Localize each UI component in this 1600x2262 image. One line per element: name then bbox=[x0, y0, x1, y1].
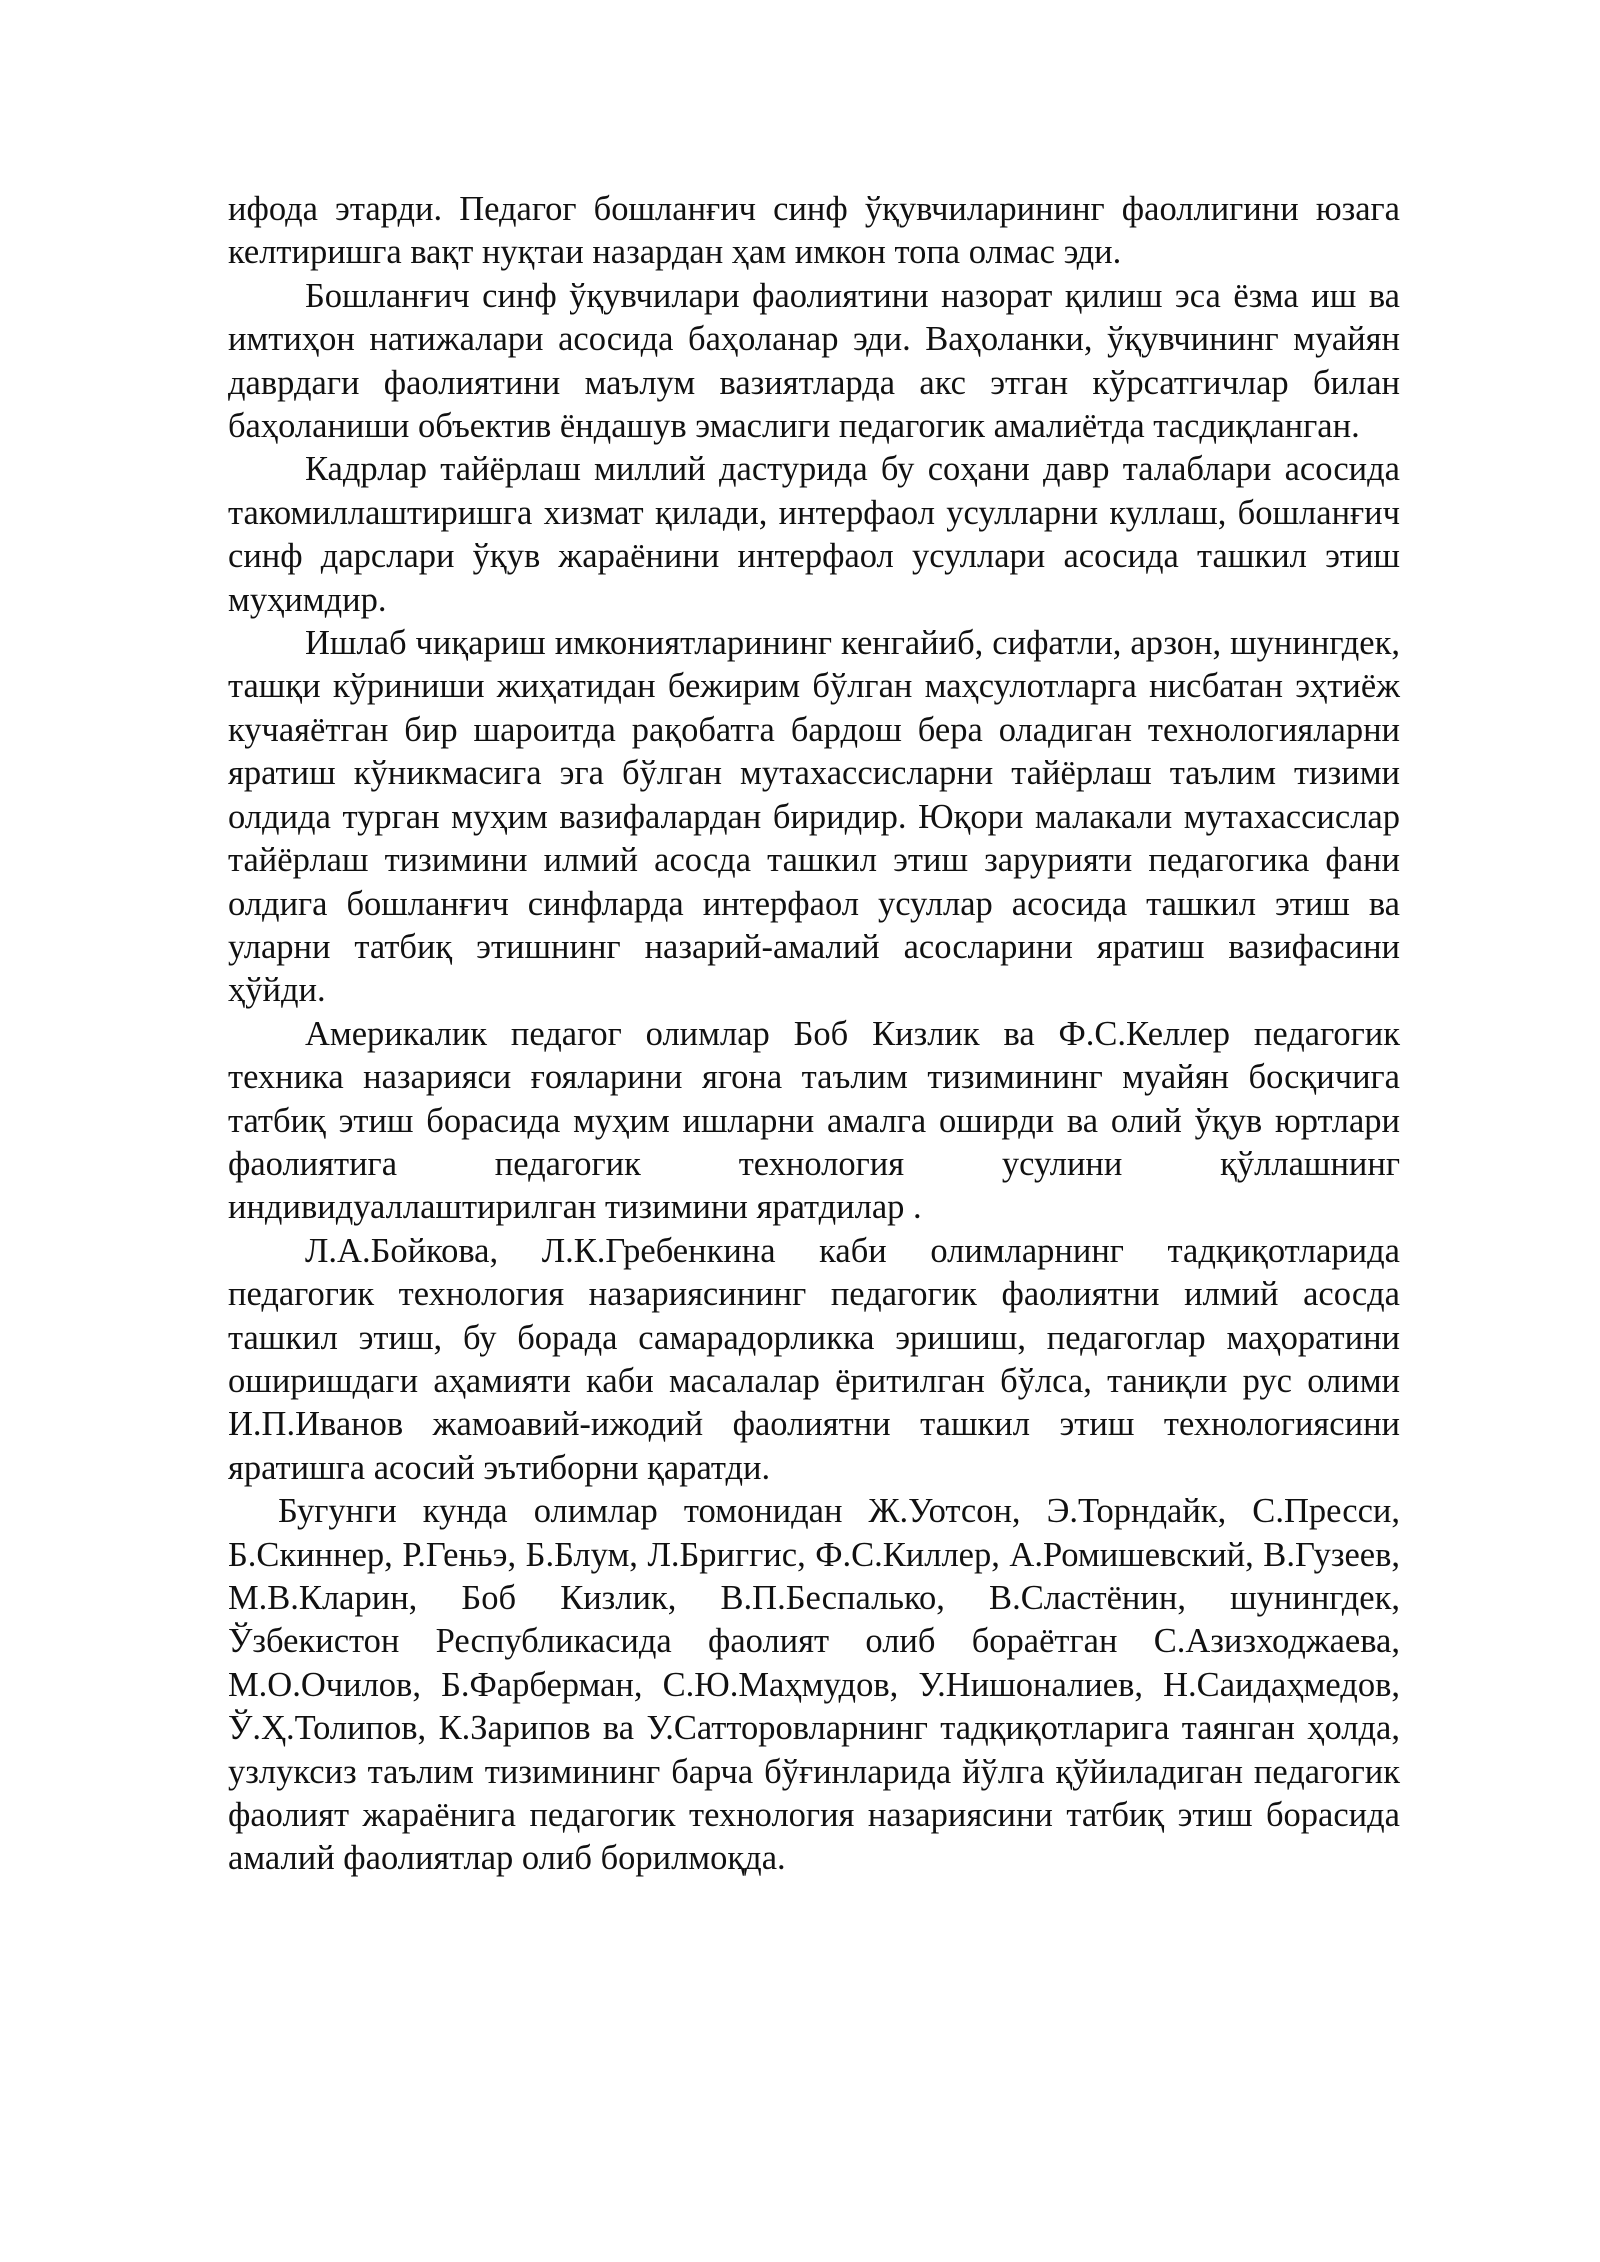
paragraph-national-program: Кадрлар тайёрлаш миллий дастурида бу соҳани давр талаблари асосида такомиллаштиришга хизмат қилади, интерфаол усулларни куллаш, бошланғич синф дарслари ўқув жараёнини интерфаол усуллари асосида ташкил этиш муҳимдир. bbox=[228, 450, 1400, 619]
paragraph-russian-scholars: Л.А.Бойкова, Л.К.Гребенкина каби олимларнинг тадқиқотларида педагогик технология назариясининг педагогик фаолиятни илмий асосда ташкил этиш, бу борада самарадорликка эришиш, педагоглар маҳоратини оширишдаги аҳамияти каби масалалар ёритилган бўлса, таниқли рус олими И.П.Иванов жамоавий-ижодий фаолиятни ташкил этиш технологиясини яратишга асосий эътиборни қаратди. bbox=[228, 1231, 1400, 1487]
paragraph-production: Ишлаб чиқариш имкониятларининг кенгайиб, сифатли, арзон, шунингдек, ташқи кўриниши жиҳатидан бежирим бўлган маҳсулотларга нисбатан эҳтиёж кучаяётган бир шароитда рақобатга бардош бера оладиган технологияларни яратиш кўникмасига эга бўлган мутахассисларни тайёрлаш таълим тизими олдида турган муҳим вазифалардан биридир. Юқори малакали мутахассислар тайёрлаш тизимини илмий асосда ташкил этиш зарурияти педагогика фани олдига бошланғич синфларда интерфаол усуллар асосида ташкил этиш ва уларни татбиқ этишнинг назарий-амалий асосларини яратиш вазифасини ҳўйди. bbox=[228, 624, 1400, 1010]
paragraph-assessment: Бошланғич синф ўқувчилари фаолиятини назорат қилиш эса ёзма иш ва имтиҳон натижалари асосида баҳоланар эди. Ваҳоланки, ўқувчининг муайян даврдаги фаолиятини маълум вазиятларда акс этган кўрсатгичлар билан баҳоланиши объектив ёндашув эмаслиги педагогик амалиётда тасдиқланган. bbox=[228, 276, 1400, 446]
paragraph-american-scholars: Америкалик педагог олимлар Боб Кизлик ва Ф.С.Келлер педагогик техника назарияси ғояларини ягона таълим тизимининг муайян босқичига татбиқ этиш борасида муҳим ишларни амалга оширди ва олий ўқув юртлари фаолиятига педагогик технология усулини қўллашнинг индивидуаллаштирилган тизимини яратдилар . bbox=[228, 1014, 1400, 1227]
paragraph-continuation: ифода этарди. Педагог бошланғич синф ўқувчиларининг фаоллигини юзага келтиришга вақт нуқтаи назардан ҳам имкон топа олмас эди. bbox=[228, 190, 1400, 272]
paragraph-current-research: Бугунги кунда олимлар томонидан Ж.Уотсон, Э.Торндайк, С.Пресси, Б.Скиннер, Р.Геньэ, Б.Блум, Л.Бриггис, Ф.С.Киллер, А.Ромишевский, В.Гузеев, М.В.Кларин, Боб Кизлик, В.П.Беспалько, В.Сластёнин, шунингдек, Ўзбекистон Республикасида фаолият олиб бораётган С.Азизходжаева, М.О.Очилов, Б.Фарберман, С.Ю.Маҳмудов, У.Нишоналиев, Н.Саидаҳмедов, Ў.Ҳ.Толипов, К.Зарипов ва У.Сатторовларнинг тадқиқотларига таянган ҳолда, узлуксиз таълим тизимининг барча бўғинларида йўлга қўйиладиган педагогик фаолият жараёнига педагогик технология назариясини татбиқ этиш борасида амалий фаолиятлар олиб борилмоқда. bbox=[228, 1492, 1400, 1878]
document-page bbox=[228, 188, 1400, 1881]
